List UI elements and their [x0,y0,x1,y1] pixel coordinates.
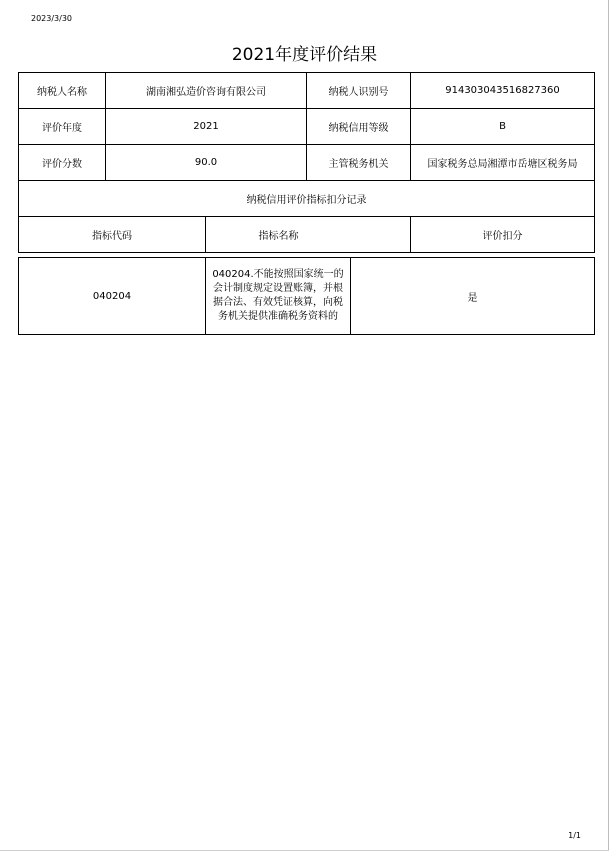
deduction-name-text: 040204.不能按照国家统一的会计制度规定设置账簿，并根据合法、有效凭证核算，向税务机关提供准确税务资料的 [212,269,344,322]
credit-level-label: 纳税信用等级 [307,109,411,145]
score-label: 评价分数 [19,145,106,181]
table-row [19,145,595,181]
deduction-code: 040204 [19,258,206,335]
eval-year-value: 2021 [106,109,307,145]
credit-level-value: B [411,109,595,145]
deduction-section-title: 纳税信用评价指标扣分记录 [19,181,595,217]
page-title: 2021年度评价结果 [231,45,378,65]
taxpayer-id-value: 914303043516827360 [411,73,595,109]
table-row [19,181,595,217]
eval-year-label: 评价年度 [19,109,106,145]
table-header-row [19,217,595,253]
tax-authority-value: 国家税务总局湘潭市岳塘区税务局 [411,145,595,181]
column-header-name [206,217,411,253]
table-row [19,109,595,145]
taxpayer-name-label: 纳税人名称 [19,73,106,109]
column-header-name-text: 指标名称 [258,231,299,242]
page-number: 1/1 [568,831,581,840]
column-header-code: 指标代码 [19,217,206,253]
deduction-result: 是 [351,258,595,335]
print-date: 2023/3/30 [31,14,73,23]
table-row [19,258,595,335]
tax-authority-label: 主管税务机关 [307,145,411,181]
taxpayer-id-label: 纳税人识别号 [307,73,411,109]
evaluation-table [18,72,595,253]
column-header-deduction: 评价扣分 [411,217,595,253]
table-row [19,73,595,109]
deduction-name [206,258,351,335]
score-value: 90.0 [106,145,307,181]
deduction-table [18,257,595,335]
taxpayer-name-value: 湖南湘弘造价咨询有限公司 [106,73,307,109]
